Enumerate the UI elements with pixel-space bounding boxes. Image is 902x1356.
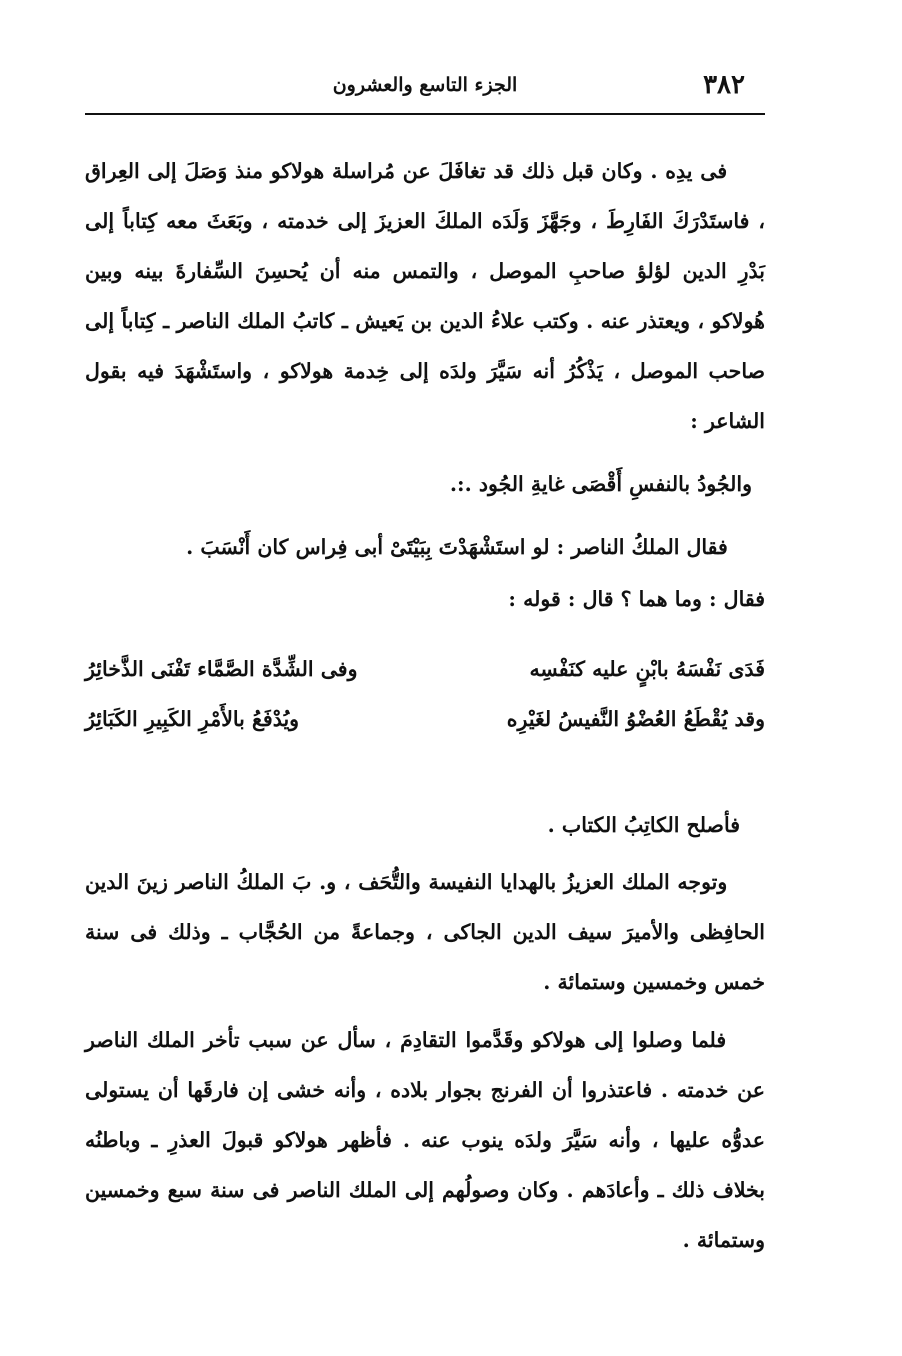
verse-2-second-hemistich: ويُدْفَعُ بالأَمْرِ الكَبِيرِ الكَبَائِرُ	[85, 707, 300, 731]
poem-verses	[85, 644, 765, 744]
quoted-verse-line: والجُودُ بالنفسِ أَقْصَى غايةِ الجُود .:.	[449, 472, 752, 496]
verse-row	[85, 694, 765, 744]
verse-1-second-hemistich: وفى الشِّدَّة الصَّمَّاء تَفْنَى الذَّخائِرُ	[85, 657, 358, 681]
paragraph-2	[85, 522, 765, 572]
paragraph-5-text: وتوجه الملك العزيزُ بالهدايا النفيسة والتُّحَف ، و. بَ الملكُ الناصر زينَ الدين الحافِظى والأميرَ سيف الدين الجاكى ، وجماعةً من الحُجَّاب ـ وذلك فى سنة خمس وخمسين وستمائة .	[85, 870, 765, 994]
paragraph-3	[85, 574, 765, 624]
running-title: الجزء التاسع والعشرون	[332, 74, 518, 96]
paragraph-1-text: فى يدِه . وكان قبل ذلك قد تغافَلَ عن مُراسلة هولاكو منذ وَصَلَ إلى العِراق ، فاستَدْرَكَ الفَارِطَ ، وجَهَّزَ وَلَدَه الملكَ العزيزَ إلى خدمته ، وبَعَثَ معه كِتاباً إلى بَدْرِ الدين لؤلؤ صاحبِ الموصل ، والتمس منه أن يُحسِنَ السِّفارةَ بينه وبين هُولاكو ، ويعتذر عنه . وكتب علاءُ الدين بن يَعيش ـ كاتبُ الملك الناصر ـ كِتاباً إلى صاحب الموصل ، يَذْكُرُ أنه سَيَّرَ ولدَه إلى خِدمة هولاكو ، واستَشْهَدَ فيه بقول الشاعر :	[85, 159, 765, 433]
header-rule	[85, 113, 765, 115]
paragraph-1	[85, 146, 765, 446]
paragraph-6-text: فلما وصلوا إلى هولاكو وقَدَّموا التقادِمَ ، سأل عن سبب تأخر الملك الناصر عن خدمته . فاعتذروا أن الفرنج بجوار بلاده ، وأنه خشى إن فارقَها أن يستولى عدوُّه عليها ، وأنه سَيَّرَ ولدَه ينوب عنه . فأظهر هولاكو قبولَ العذرِ ـ وباطنُه بخلاف ذلك ـ وأعادَهم . وكان وصولُهم إلى الملك الناصر فى سنة سبع وخمسين وستمائة .	[85, 1028, 765, 1252]
paragraph-3-text: فقال : وما هما ؟ قال : قوله :	[508, 587, 765, 611]
paragraph-6	[85, 1015, 765, 1265]
paragraph-5	[85, 857, 765, 1007]
verse-1-first-hemistich: فَدَى نَفْسَهُ بابْنٍ عليه كنَفْسِه	[529, 657, 765, 681]
paragraph-2-text: فقال الملكُ الناصر : لو استَشْهَدْتَ بِبَيْتَىْ أبى فِراس كان أَنْسَبَ .	[186, 535, 728, 559]
paragraph-4	[85, 800, 765, 850]
paragraph-4-text: فأصلح الكاتِبُ الكتاب .	[547, 813, 740, 837]
page-number: ٣٨٢	[703, 70, 745, 100]
verse-row	[85, 644, 765, 694]
page-header	[85, 68, 765, 108]
verse-2-first-hemistich: وقد يُقْطَعُ العُضْوُ النَّفيسُ لغَيْرِه	[506, 707, 765, 731]
